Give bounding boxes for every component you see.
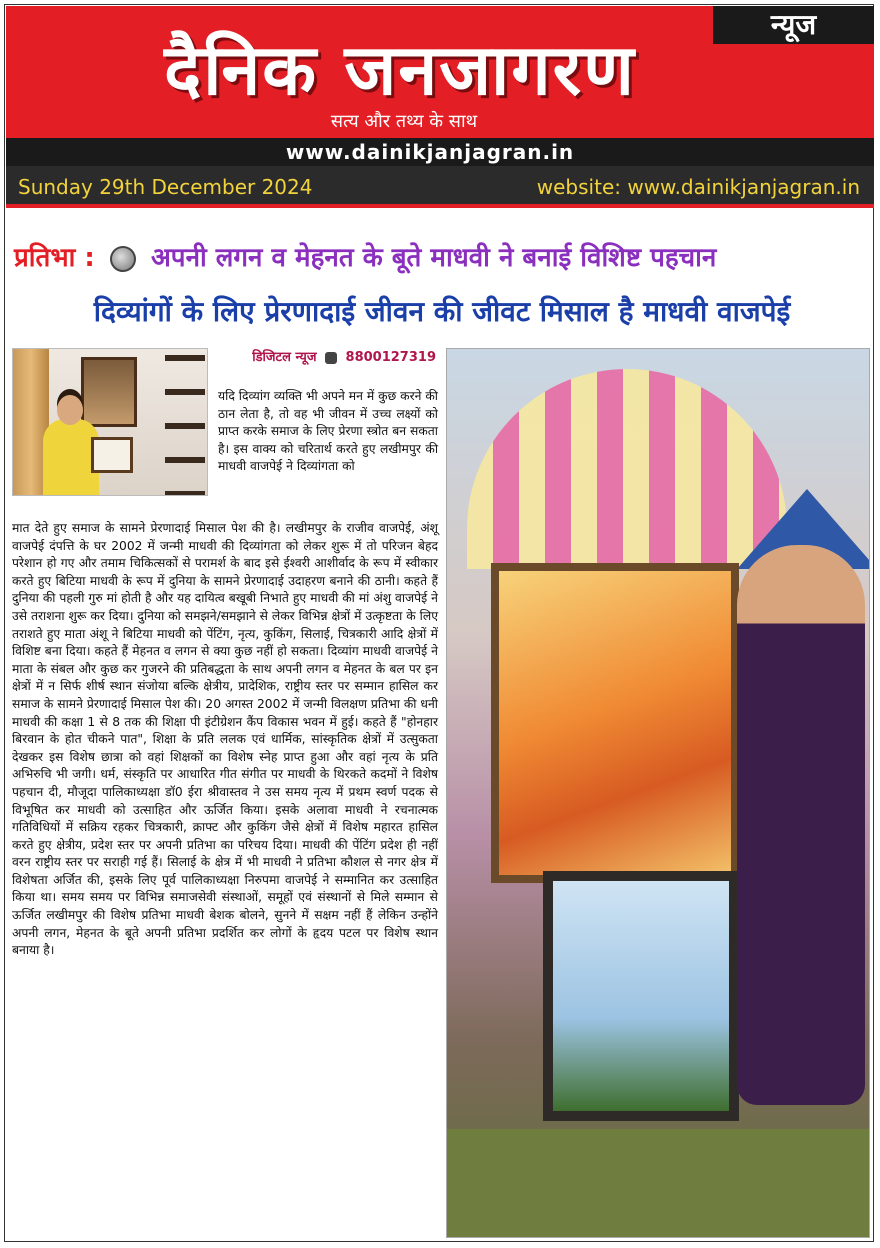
headline-kicker: प्रतिभा : — [14, 243, 95, 273]
website-link[interactable]: website: www.dainikjanjagran.in — [536, 175, 860, 199]
photo-person-head — [57, 395, 83, 425]
masthead-url[interactable]: www.dainikjanjagran.in — [285, 140, 575, 164]
photo-trophy-shelf — [165, 355, 205, 495]
photo-wall-frame — [81, 357, 137, 427]
article-intro: यदि दिव्यांग व्यक्ति भी अपने मन में कुछ करने की ठान लेता है, तो वह भी जीवन में उच्च लक्ष्यों को प्राप्त करके समाज के लिए प्रेरणा स्त्रोत बन सकता है। इस वाक्य को चरितार्थ करते हुए लखीमपुर की माधवी वाजपेई ने दिव्यांगता को — [218, 389, 438, 474]
article-body: मात देते हुए समाज के सामने प्रेरणादाई मिसाल पेश की है। लखीमपुर के राजीव वाजपेई, अंशू वाजपेई दंपत्ति के घर 2002 में जन्मी माधवी की दिव्यांगता को लेकर शुरू में तो परिजन बेहद परेशान हो गए और तमाम चिकित्सकों से परामर्श के बाद इसे ईश्वरी आशीर्वाद के रूप में स्वीकार करते हुए बिटिया माधवी के रूप में दुनिया के सामने प्रेरणादाई उदाहरण बनाने की ठानी। कहते हैं दुनिया की पहली गुरु मां होती है और यह दायित्व बखूबी निभाते हुए माधवी की मां अंशु वाजपेई ने उसे तराशना शुरू कर दिया। दुनिया को समझने/समझाने से लेकर विभिन्न क्षेत्रों में उत्कृष्टता के लिए तराशते हुए माता अंशू ने बिटिया माधवी को पेंटिंग, नृत्य, कुकिंग, सिलाई, चित्रकारी आदि क्षेत्रों में विशिष्ट बना दिया। कहते हैं मेहनत व लगन से क्या कुछ नहीं हो सकता। दिव्यांग माधवी वाजपेई ने माता के संबल और कुछ कर गुजरने की प्रतिबद्धता के साथ अपनी लगन व मेहनत के बल पर इन क्षेत्रों में न सिर्फ शीर्ष स्थान संजोया बल्कि क्षेत्रीय, प्रादेशिक, राष्ट्रीय स्तर पर सम्मान हासिल कर समाज के सामने प्रेरणादाई मिसाल पेश की। 20 अगस्त 2002 में जन्मी विलक्षण प्रतिभा की धनी माधवी की कक्षा 1 से 8 तक की शिक्षा पी इंटीग्रेशन कैंप विकास भवन में हुई। कहते हैं "होनहार बिरवान के होत चीकने पात", शिक्षा के प्रति ललक एवं धार्मिक, सांस्कृतिक क्षेत्रों में उत्सुकता देखकर इस विशेष छात्रा को वहां शिक्षकों का विशेष स्नेह प्राप्त हुआ और वहां नृत्य के प्रति अभिरुचि भी जगी। धर्म, संस्कृति पर आधारित गीत संगीत पर माधवी के थिरकते कदमों ने विशेष पहचान दी, मौजूदा पालिकाध्यक्षा डॉ0 ईरा श्रीवास्तव ने उस समय नृत्य में प्रथम स्वर्ण पदक से विभूषित कर माधवी को उत्साहित और ऊर्जित किया। इसके अलावा माधवी ने रचनात्मक गतिविधियों में सक्रिय रहकर चित्रकारी, क्राफ्ट और कुकिंग जैसे क्षेत्रों में विशेष महारत हासिल करते हुए क्षेत्रीय, प्रदेश स्तर पर अपनी प्रतिभा का परिचय दिया। माधवी की पेंटिंग प्रदेश ही नहीं वरन राष्ट्रीय स्तर पर सराही गई हैं। सिलाई के क्षेत्र में भी माधवी ने प्रतिभा कौशल से नगर क्षेत्र में विशेषता अर्जित की, इसके लिए पूर्व पालिकाध्यक्षा निरुपमा वाजपेई ने सम्मानित कर उत्साहित किया था। समय समय पर विभिन्न समाजसेवी संस्थाओं, समूहों एवं संस्थानों से मिले सम्मान से ऊर्जित लखीमपुर की विशेष प्रतिभा माधवी बेशक बोलने, सुनने में सक्षम नहीं हैं लेकिन उन्होंने अपनी लगन, मेहनत के बूते अपनी प्रतिभा प्रदर्शित कर लोगों के हृदय पटल पर विशेष स्थान बनाया है। — [12, 521, 438, 958]
photo-painting-portrait — [543, 871, 739, 1121]
byline — [226, 348, 436, 368]
photo-painting-ram-sita — [491, 563, 739, 883]
radio-bullet-icon — [110, 246, 136, 272]
photo-tent — [467, 369, 787, 569]
newspaper-tagline: सत्य और तथ्य के साथ — [330, 111, 478, 132]
issue-date: Sunday 29th December 2024 — [18, 175, 313, 199]
photo-ground — [447, 1129, 870, 1238]
inset-photo — [12, 348, 208, 496]
photo-certificate — [91, 437, 133, 473]
headline-primary — [14, 236, 874, 280]
byline-phone: 8800127319 — [345, 350, 436, 365]
photo-person-madhavi — [737, 545, 865, 1105]
headline-text: अपनी लगन व मेहनत के बूते माधवी ने बनाई विशिष्ट पहचान — [150, 243, 717, 273]
headline-secondary: दिव्यांगों के लिए प्रेरणादाई जीवन की जीवट मिसाल है माधवी वाजपेई — [93, 295, 791, 328]
phone-icon — [325, 352, 337, 364]
news-tag: न्यूज — [713, 6, 874, 44]
main-photo — [446, 348, 870, 1238]
newspaper-title: दैनिक जनजागरण — [164, 29, 636, 111]
byline-source: डिजिटल न्यूज — [252, 350, 317, 365]
